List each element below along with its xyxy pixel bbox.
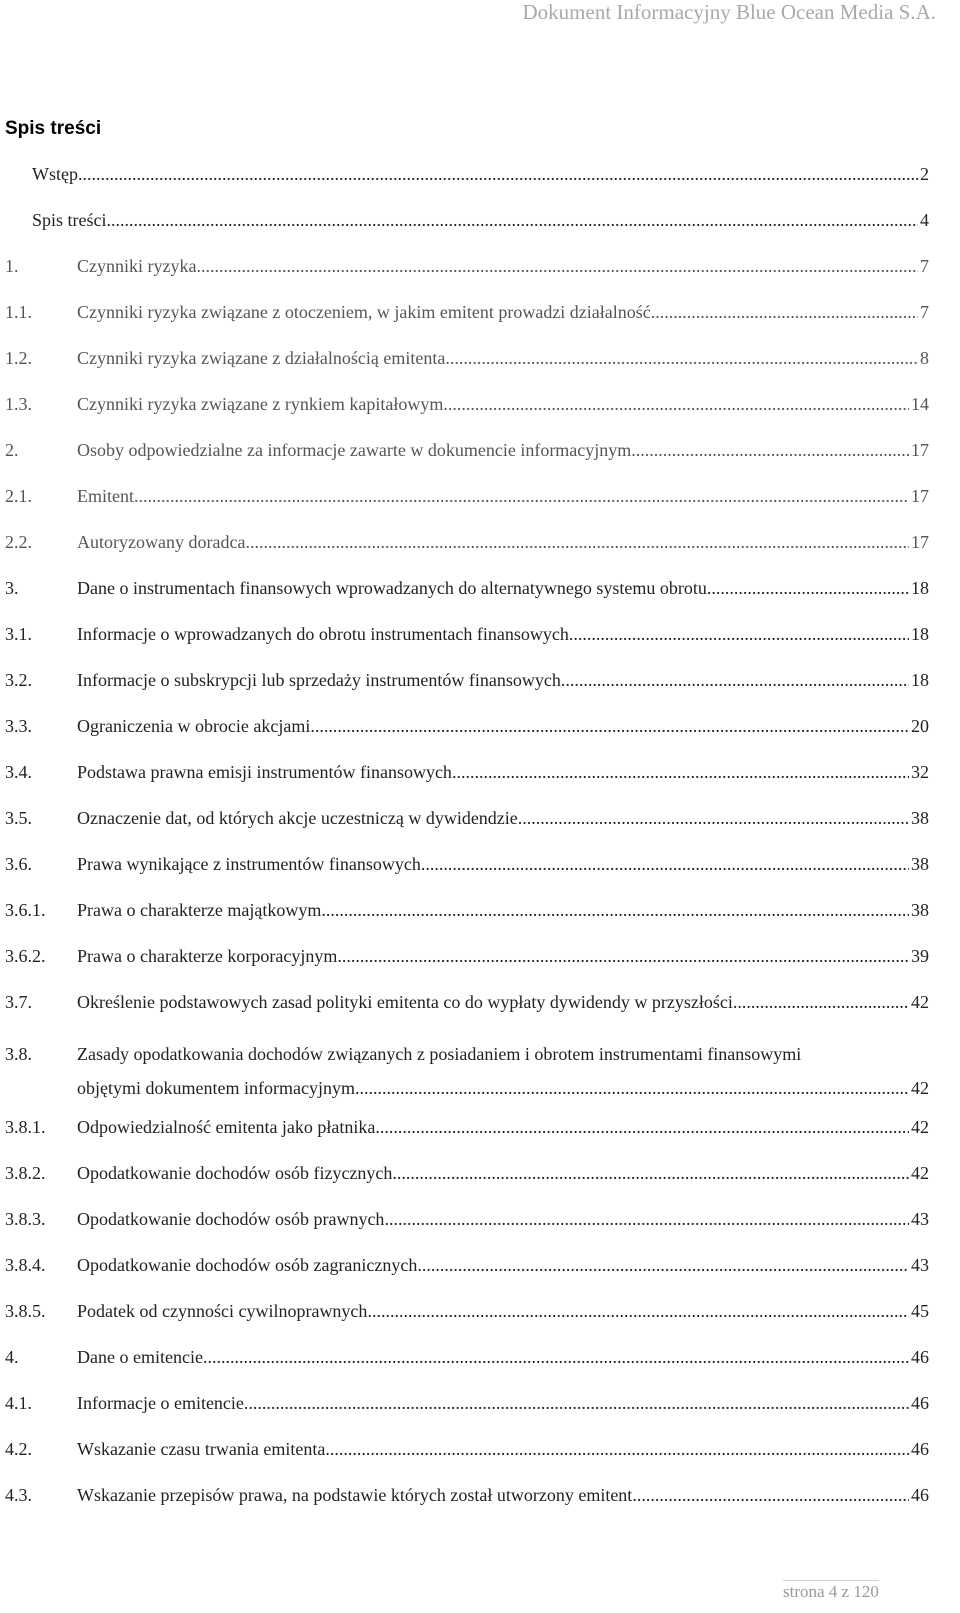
toc-entry[interactable]	[5, 899, 929, 921]
toc-entry-page: 17	[911, 532, 929, 552]
toc-entry-label: Prawa o charakterze majątkowym	[77, 900, 322, 920]
toc-entry[interactable]	[5, 1300, 929, 1322]
toc-entry-label: objętymi dokumentem informacyjnym	[77, 1078, 355, 1098]
toc-entry-number: 3.	[5, 578, 19, 598]
toc-entry-label: Podatek od czynności cywilnoprawnych	[77, 1301, 368, 1321]
toc-entry[interactable]	[5, 1438, 929, 1460]
toc-title: Spis treści	[5, 118, 102, 139]
toc-entry-page: 43	[911, 1209, 929, 1229]
dot-leader	[651, 301, 918, 323]
toc-entry-row	[77, 1346, 929, 1368]
dot-leader	[452, 761, 909, 783]
dot-leader	[107, 209, 919, 231]
toc-entry-row	[77, 1392, 929, 1414]
toc-entry-number: 3.6.1.	[5, 900, 46, 920]
toc-entry-page: 7	[920, 302, 929, 322]
toc-entry-row	[77, 1484, 929, 1506]
toc-entry-label: Opodatkowanie dochodów osób prawnych	[77, 1209, 385, 1229]
toc-entry-page: 7	[920, 256, 929, 276]
toc-entry-label: Informacje o wprowadzanych do obrotu instrumentach finansowych	[77, 624, 569, 644]
toc-entry-row	[77, 715, 929, 737]
toc-entry[interactable]	[5, 209, 929, 231]
dot-leader	[632, 1484, 909, 1506]
toc-entry[interactable]	[5, 807, 929, 829]
dot-leader	[325, 1438, 909, 1460]
toc-entry-number: 3.8.1.	[5, 1117, 46, 1137]
toc-entry-number: 4.2.	[5, 1439, 32, 1459]
toc-entry-row	[77, 485, 929, 507]
toc-entry-number: 3.3.	[5, 716, 32, 736]
toc-entry-label: Wskazanie przepisów prawa, na podstawie których został utworzony emitent	[77, 1485, 633, 1505]
toc-entry-number: 3.1.	[5, 624, 32, 644]
toc-entry-label: Prawa wynikające z instrumentów finansowych	[77, 854, 421, 874]
dot-leader	[631, 439, 909, 461]
toc-entry[interactable]	[5, 1392, 929, 1414]
toc-entry-row	[77, 623, 929, 645]
dot-leader	[707, 577, 909, 599]
toc-entry-row	[77, 301, 929, 323]
toc-entry-number: 4.3.	[5, 1485, 32, 1505]
toc-entry-row	[77, 1300, 929, 1322]
toc-entry-label: Czynniki ryzyka związane z rynkiem kapitałowym	[77, 394, 444, 414]
toc-entry-number: 1.1.	[5, 302, 32, 322]
toc-entry-number: 3.2.	[5, 670, 32, 690]
toc-entry[interactable]	[5, 255, 929, 277]
toc-entry-page: 2	[920, 164, 929, 184]
toc-entry[interactable]	[5, 1346, 929, 1368]
toc-entry-page: 46	[911, 1347, 929, 1367]
toc-entry[interactable]	[5, 1162, 929, 1184]
toc-entry-label: Ograniczenia w obrocie akcjami	[77, 716, 311, 736]
toc-entry-page: 45	[911, 1301, 929, 1321]
toc-entry-row	[77, 945, 929, 967]
toc-entry-number: 3.7.	[5, 992, 32, 1012]
toc-entry-label: Informacje o subskrypcji lub sprzedaży instrumentów finansowych	[77, 670, 561, 690]
toc-entry-page: 20	[911, 716, 929, 736]
toc-entry-label: Emitent	[77, 486, 134, 506]
toc-entry-row	[77, 347, 929, 369]
toc-entry-row	[77, 1254, 929, 1276]
toc-entry[interactable]	[5, 761, 929, 783]
toc-entry-page: 42	[911, 1078, 929, 1098]
toc-entry[interactable]	[5, 301, 929, 323]
toc-entry-number: 1.	[5, 256, 19, 276]
toc-entry-number: 3.8.2.	[5, 1163, 46, 1183]
toc-entry-label-line1: Zasady opodatkowania dochodów związanych z posiadaniem i obrotem instrumentami finansowymi	[77, 1044, 802, 1064]
toc-entry-number: 3.8.4.	[5, 1255, 46, 1275]
toc-entry[interactable]	[5, 715, 929, 737]
toc-entry-number: 1.2.	[5, 348, 32, 368]
toc-entry-page: 46	[911, 1485, 929, 1505]
toc-entry-number: 2.	[5, 440, 19, 460]
toc-entry-label: Wskazanie czasu trwania emitenta	[77, 1439, 326, 1459]
dot-leader	[367, 1300, 909, 1322]
toc-entry-label: Autoryzowany doradca	[77, 532, 246, 552]
toc-entry[interactable]	[5, 531, 929, 553]
toc-entry-label: Opodatkowanie dochodów osób zagranicznych	[77, 1255, 418, 1275]
toc-entry[interactable]	[5, 1254, 929, 1276]
toc-entry-label: Czynniki ryzyka	[77, 256, 197, 276]
toc-entry-label: Określenie podstawowych zasad polityki emitenta co do wypłaty dywidendy w przyszłości	[77, 992, 733, 1012]
toc-entry-number: 3.6.	[5, 854, 32, 874]
toc-entry[interactable]	[5, 347, 929, 369]
page-number-footer: strona 4 z 120	[783, 1582, 879, 1601]
toc-entry-label: Informacje o emitencie	[77, 1393, 244, 1413]
toc-entry-page: 8	[920, 348, 929, 368]
toc-entry-label: Prawa o charakterze korporacyjnym	[77, 946, 338, 966]
toc-entry-number: 1.3.	[5, 394, 32, 414]
toc-entry-number: 3.8.3.	[5, 1209, 46, 1229]
toc-entry-row	[77, 669, 929, 691]
toc-entry-row	[77, 531, 929, 553]
toc-entry-page: 38	[911, 808, 929, 828]
dot-leader	[203, 1346, 909, 1368]
toc-entry-label: Podstawa prawna emisji instrumentów finansowych	[77, 762, 452, 782]
toc-entry-number: 2.1.	[5, 486, 32, 506]
dot-leader	[375, 1116, 909, 1138]
dot-leader	[134, 485, 909, 507]
toc-entry[interactable]	[5, 945, 929, 967]
toc-entry-row	[77, 1116, 929, 1138]
toc-entry-page: 18	[911, 578, 929, 598]
toc-entry-row	[77, 761, 929, 783]
dot-leader	[337, 945, 909, 967]
dot-leader	[392, 1162, 909, 1184]
toc-entry[interactable]	[5, 1116, 929, 1138]
toc-entry-row	[77, 1208, 929, 1230]
toc-entry[interactable]	[5, 1037, 929, 1105]
toc-entry-page: 17	[911, 486, 929, 506]
toc-entry-number: 3.4.	[5, 762, 32, 782]
toc-entry-row	[77, 1162, 929, 1184]
toc-entry-page: 32	[911, 762, 929, 782]
toc-entry-page: 38	[911, 900, 929, 920]
dot-leader	[78, 163, 918, 185]
dot-leader	[244, 1392, 909, 1414]
toc-entry-page: 18	[911, 670, 929, 690]
toc-entry-row	[77, 899, 929, 921]
toc-entry[interactable]	[5, 577, 929, 599]
toc-entry-number: 3.5.	[5, 808, 32, 828]
dot-leader	[417, 1254, 909, 1276]
toc-entry-row	[77, 1438, 929, 1460]
dot-leader	[733, 991, 909, 1013]
toc-entry[interactable]	[5, 991, 929, 1013]
toc-entry-label: Osoby odpowiedzialne za informacje zawarte w dokumencie informacyjnym	[77, 440, 632, 460]
toc-entry-label: Wstęp	[32, 164, 78, 184]
toc-entry-page: 39	[911, 946, 929, 966]
toc-entry-row	[77, 393, 929, 415]
toc-entry-number: 2.2.	[5, 532, 32, 552]
toc-entry-number: 3.8.5.	[5, 1301, 46, 1321]
toc-entry-row	[77, 853, 929, 875]
dot-leader	[245, 531, 909, 553]
dot-leader	[310, 715, 909, 737]
dot-leader	[445, 347, 918, 369]
toc-entry-row	[77, 439, 929, 461]
toc-entry-page: 42	[911, 1163, 929, 1183]
toc-entry-page: 42	[911, 1117, 929, 1137]
toc-entry-label: Oznaczenie dat, od których akcje uczestniczą w dywidendzie	[77, 808, 518, 828]
toc-entry-label: Spis treści	[32, 210, 107, 230]
dot-leader	[421, 853, 909, 875]
toc-entry-row	[77, 577, 929, 599]
toc-entry-row	[32, 163, 929, 185]
toc-entry-label: Czynniki ryzyka związane z otoczeniem, w jakim emitent prowadzi działalność	[77, 302, 651, 322]
toc-entry-row	[77, 255, 929, 277]
toc-entry[interactable]	[5, 485, 929, 507]
dot-leader	[355, 1071, 909, 1105]
toc-entry-page: 43	[911, 1255, 929, 1275]
toc-entry-label: Odpowiedzialność emitenta jako płatnika	[77, 1117, 376, 1137]
toc-entry-page: 46	[911, 1393, 929, 1413]
dot-leader	[518, 807, 909, 829]
toc-entry-row	[77, 807, 929, 829]
toc-entry[interactable]	[5, 163, 929, 185]
dot-leader	[196, 255, 918, 277]
toc-entry-page: 38	[911, 854, 929, 874]
dot-leader	[443, 393, 909, 415]
toc-entry-page: 46	[911, 1439, 929, 1459]
page-header: Dokument Informacyjny Blue Ocean Media S.A.	[522, 0, 936, 24]
dot-leader	[569, 623, 909, 645]
dot-leader	[384, 1208, 909, 1230]
toc-entry[interactable]	[5, 1208, 929, 1230]
toc-entry-row	[32, 209, 929, 231]
toc-entry[interactable]	[5, 853, 929, 875]
toc-entry-number: 3.6.2.	[5, 946, 46, 966]
dot-leader	[561, 669, 909, 691]
toc-entry-number: 3.8.	[5, 1044, 32, 1064]
toc-entry-label: Dane o instrumentach finansowych wprowadzanych do alternatywnego systemu obrotu	[77, 578, 707, 598]
toc-entry[interactable]	[5, 669, 929, 691]
toc-entry[interactable]	[5, 1484, 929, 1506]
toc-entry-page: 42	[911, 992, 929, 1012]
toc-entry-label: Czynniki ryzyka związane z działalnością emitenta	[77, 348, 446, 368]
toc-entry-number: 4.1.	[5, 1393, 32, 1413]
toc-entry[interactable]	[5, 393, 929, 415]
toc-entry-page: 14	[911, 394, 929, 414]
toc-entry-page: 18	[911, 624, 929, 644]
toc-entry[interactable]	[5, 439, 929, 461]
toc-entry[interactable]	[5, 623, 929, 645]
toc-entry-label: Dane o emitencie	[77, 1347, 203, 1367]
toc-entry-label: Opodatkowanie dochodów osób fizycznych	[77, 1163, 393, 1183]
toc-entry-row	[77, 1071, 929, 1105]
toc-entry-page: 4	[920, 210, 929, 230]
toc-entry-number: 4.	[5, 1347, 19, 1367]
toc-entry-page: 17	[911, 440, 929, 460]
toc-entry-row	[77, 991, 929, 1013]
dot-leader	[321, 899, 909, 921]
